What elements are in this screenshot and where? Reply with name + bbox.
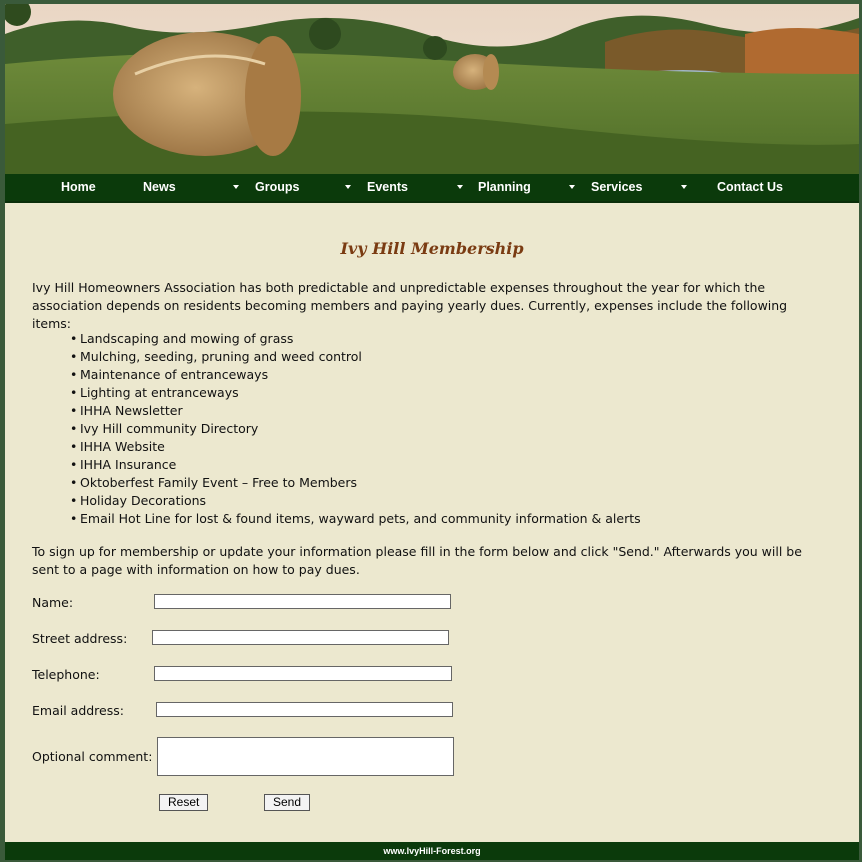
list-item: • IHHA Newsletter: [70, 402, 641, 420]
list-item: • Landscaping and mowing of grass: [70, 330, 641, 348]
list-item: • Email Hot Line for lost & found items, wayward pets, and community information & alerts: [70, 510, 641, 528]
email-field[interactable]: [156, 702, 453, 717]
list-item: • IHHA Website: [70, 438, 641, 456]
expense-list: [70, 330, 641, 528]
nav-news[interactable]: News: [143, 180, 176, 194]
name-field[interactable]: [154, 594, 451, 609]
chevron-down-icon[interactable]: [233, 185, 239, 189]
list-item: • IHHA Insurance: [70, 456, 641, 474]
nav-groups[interactable]: Groups: [255, 180, 300, 194]
telephone-label: Telephone:: [32, 667, 100, 682]
chevron-down-icon[interactable]: [457, 185, 463, 189]
list-item: • Ivy Hill community Directory: [70, 420, 641, 438]
name-label: Name:: [32, 595, 74, 610]
email-label: Email address:: [32, 703, 124, 718]
nav-events[interactable]: Events: [367, 180, 408, 194]
list-item: • Maintenance of entranceways: [70, 366, 641, 384]
nav-planning[interactable]: Planning: [478, 180, 531, 194]
page: [5, 4, 859, 860]
street-address-label: Street address:: [32, 631, 128, 646]
nav-home[interactable]: Home: [61, 180, 96, 194]
telephone-field[interactable]: [154, 666, 452, 681]
send-button[interactable]: Send: [264, 794, 310, 811]
list-item: • Mulching, seeding, pruning and weed control: [70, 348, 641, 366]
page-title: Ivy Hill Membership: [340, 239, 524, 258]
main-nav: [5, 174, 859, 203]
footer-url[interactable]: www.IvyHill-Forest.org: [5, 842, 859, 860]
signup-paragraph: To sign up for membership or update your information please fill in the form below and click "Send." Afterwards you will be sent to a page with information on how to pay dues.: [32, 544, 802, 577]
chevron-down-icon[interactable]: [345, 185, 351, 189]
nav-contact-us[interactable]: Contact Us: [717, 180, 783, 194]
reset-button[interactable]: Reset: [159, 794, 208, 811]
chevron-down-icon[interactable]: [681, 185, 687, 189]
comment-label: Optional comment:: [32, 749, 153, 764]
list-item: • Holiday Decorations: [70, 492, 641, 510]
banner-image: [5, 4, 859, 174]
chevron-down-icon[interactable]: [569, 185, 575, 189]
nav-services[interactable]: Services: [591, 180, 643, 194]
list-item: • Oktoberfest Family Event – Free to Members: [70, 474, 641, 492]
comment-field[interactable]: [157, 737, 454, 776]
intro-paragraph: Ivy Hill Homeowners Association has both predictable and unpredictable expenses throughout the year for which the association depends on residents becoming members and paying yearly dues. Currently, expenses include the following items:: [32, 280, 788, 331]
street-address-field[interactable]: [152, 630, 449, 645]
list-item: • Lighting at entranceways: [70, 384, 641, 402]
